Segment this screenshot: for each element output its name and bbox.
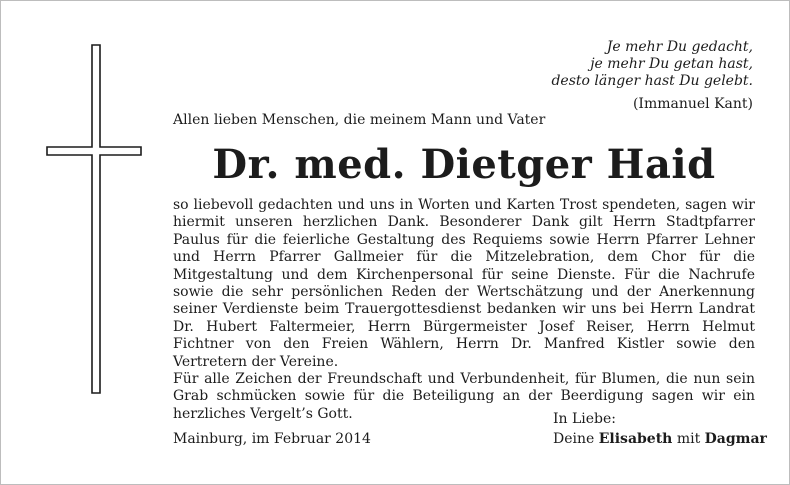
quote-line: je mehr Du getan hast,: [590, 56, 753, 72]
place-date: Mainburg, im Februar 2014: [173, 431, 371, 447]
cross-icon: [45, 43, 143, 395]
signer-name: Dagmar: [704, 431, 767, 447]
intro-text: Allen lieben Menschen, die meinem Mann und Vater: [173, 112, 546, 128]
signers-prefix: Deine: [553, 431, 595, 447]
quote-line: desto länger hast Du gelebt.: [551, 73, 753, 89]
signers-connector: mit: [676, 431, 701, 447]
signers: [553, 431, 767, 448]
signoff-label: In Liebe:: [553, 411, 617, 427]
thanks-paragraph: so liebevoll gedachten und uns in Worten und Karten Trost spendeten, sagen wir hiermit unseren herzlichen Dank. Besonderer Dank gilt Herrn Stadtpfarrer Paulus für die feierliche Gestaltung des Requiems sowie Herrn Pfarrer Lehner und Herrn Pfarrer Gallmeier für die Mitzelebration, dem Chor für die Mitgestaltung und dem Kirchenpersonal für seine Dienste. Für die Nachrufe sowie die sehr persönlichen Reden der Wertschätzung und der Anerkennung seiner Verdienste beim Trauergottesdienst bedanken wir uns bei Herrn Landrat Dr. Hubert Faltermeier, Herrn Bürgermeister Josef Reiser, Herrn Helmut Fichtner von den Freien Wählern, Herrn Dr. Manfred Kistler sowie den Vertretern der Vereine.: [173, 197, 755, 370]
quote-author: (Immanuel Kant): [632, 96, 753, 112]
thanks-text: [173, 197, 755, 423]
signer-name: Elisabeth: [598, 431, 673, 447]
quote: [551, 39, 753, 90]
quote-line: Je mehr Du gedacht,: [606, 39, 753, 55]
deceased-name: Dr. med. Dietger Haid: [212, 141, 716, 188]
thanks-paragraph: Für alle Zeichen der Freundschaft und Verbundenheit, für Blumen, die nun sein Grab schmücken sowie für die Beteiligung an der Beerdigung sagen wir ein herzliches Vergelt’s Gott.: [173, 371, 755, 422]
